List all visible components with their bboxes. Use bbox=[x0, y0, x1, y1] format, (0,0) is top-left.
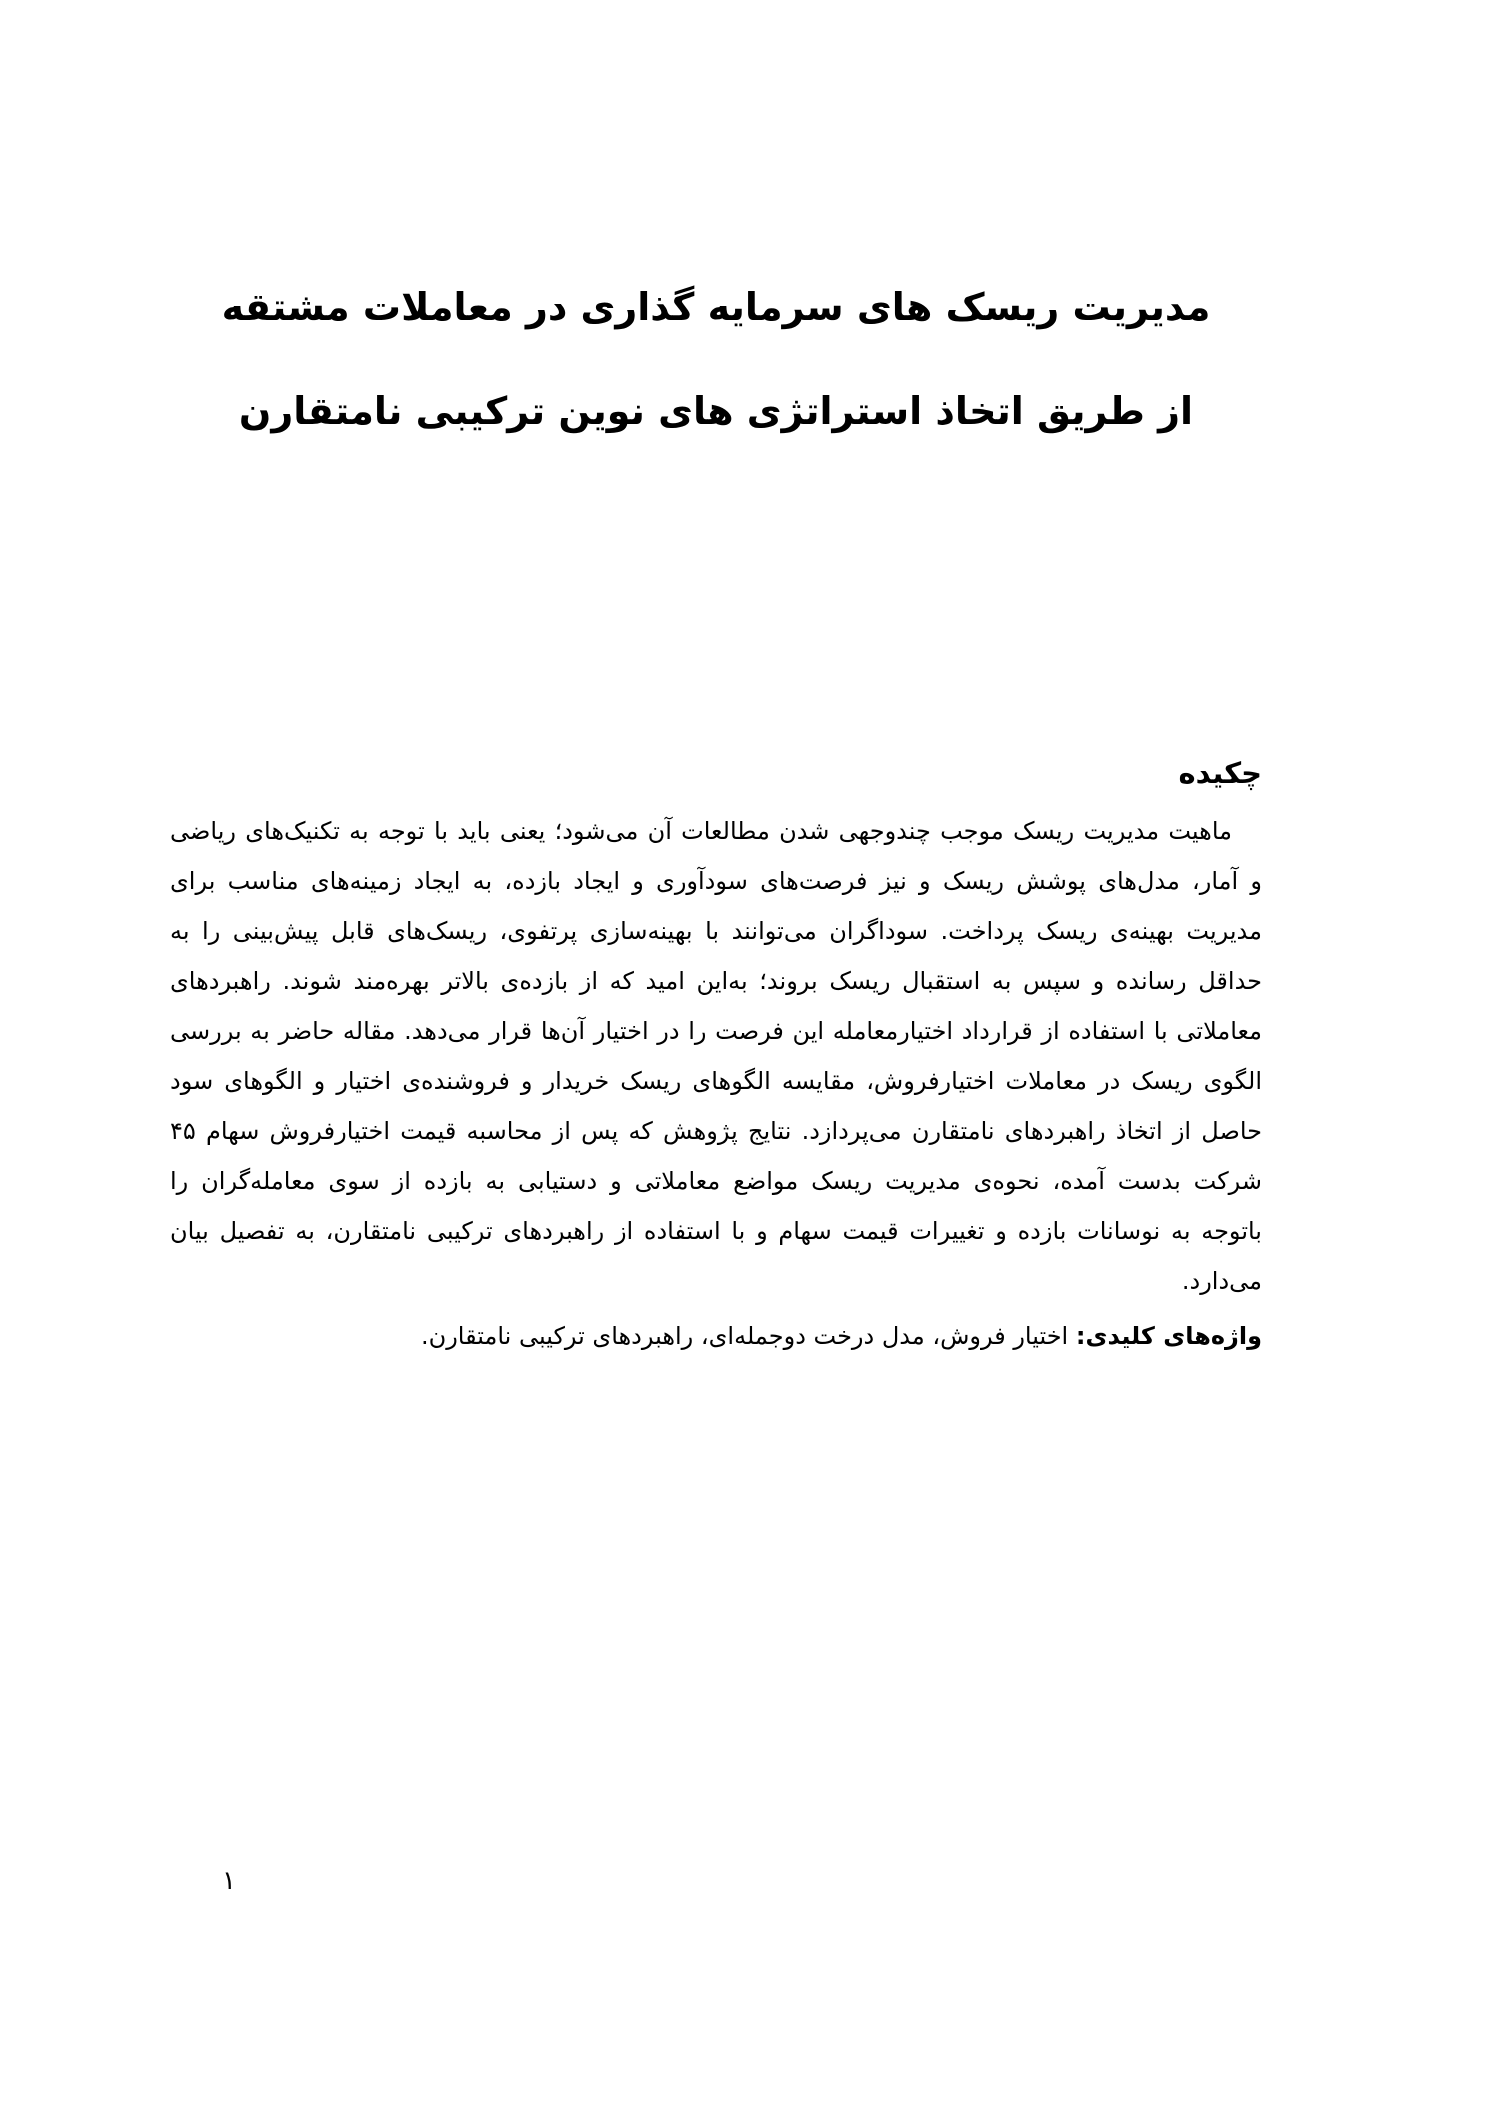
page-number: ۱ bbox=[222, 1866, 236, 1896]
keywords-text: اختیار فروش، مدل درخت دوجمله‌ای، راهبردهای ترکیبی نامتقارن. bbox=[420, 1322, 1069, 1350]
abstract-heading: چکیده bbox=[1178, 756, 1262, 790]
paper-title-line-2: از طریق اتخاذ استراتژی های نوین ترکیبی نامتقارن bbox=[238, 389, 1194, 433]
keywords-line bbox=[170, 1314, 1262, 1358]
keywords-label: واژه‌های کلیدی: bbox=[1075, 1322, 1262, 1350]
abstract-paragraph: ماهیت مدیریت ریسک موجب چندوجهی شدن مطالعات آن می‌شود؛ یعنی باید با توجه به تکنیک‌های ریاضی و آمار، مدل‌های پوشش ریسک و نیز فرصت‌های سودآوری و ایجاد بازده، به ایجاد زمینه‌های مناسب برای مدیریت بهینه‌ی ریسک پرداخت. سوداگران می‌توانند با بهینه‌سازی پرتفوی، ریسک‌های قابل پیش‌بینی را به حداقل رسانده و سپس به استقبال ریسک بروند؛ به‌این امید که از بازده‌ی بالاتر بهره‌مند شوند. راهبردهای معاملاتی با استفاده از قرارداد اختیارمعامله این فرصت را در اختیار آن‌ها قرار می‌دهد. مقاله حاضر به بررسی الگوی ریسک در معاملات اختیارفروش، مقایسه الگوهای ریسک خریدار و فروشنده‌ی اختیار و الگوهای سود حاصل از اتخاذ راهبردهای نامتقارن می‌پردازد. نتایج پژوهش که پس از محاسبه قیمت اختیارفروش سهام ۴۵ شرکت بدست آمده، نحوه‌ی مدیریت ریسک مواضع معاملاتی و دستیابی به بازده از سوی معامله‌گران را باتوجه به نوسانات بازده و تغییرات قیمت سهام و با استفاده از راهبردهای ترکیبی نامتقارن، به تفصیل بیان می‌دارد. bbox=[170, 817, 1262, 1295]
paper-title-line-1: مدیریت ریسک های سرمایه گذاری در معاملات مشتقه bbox=[221, 285, 1211, 329]
paper-title-block bbox=[170, 278, 1262, 440]
